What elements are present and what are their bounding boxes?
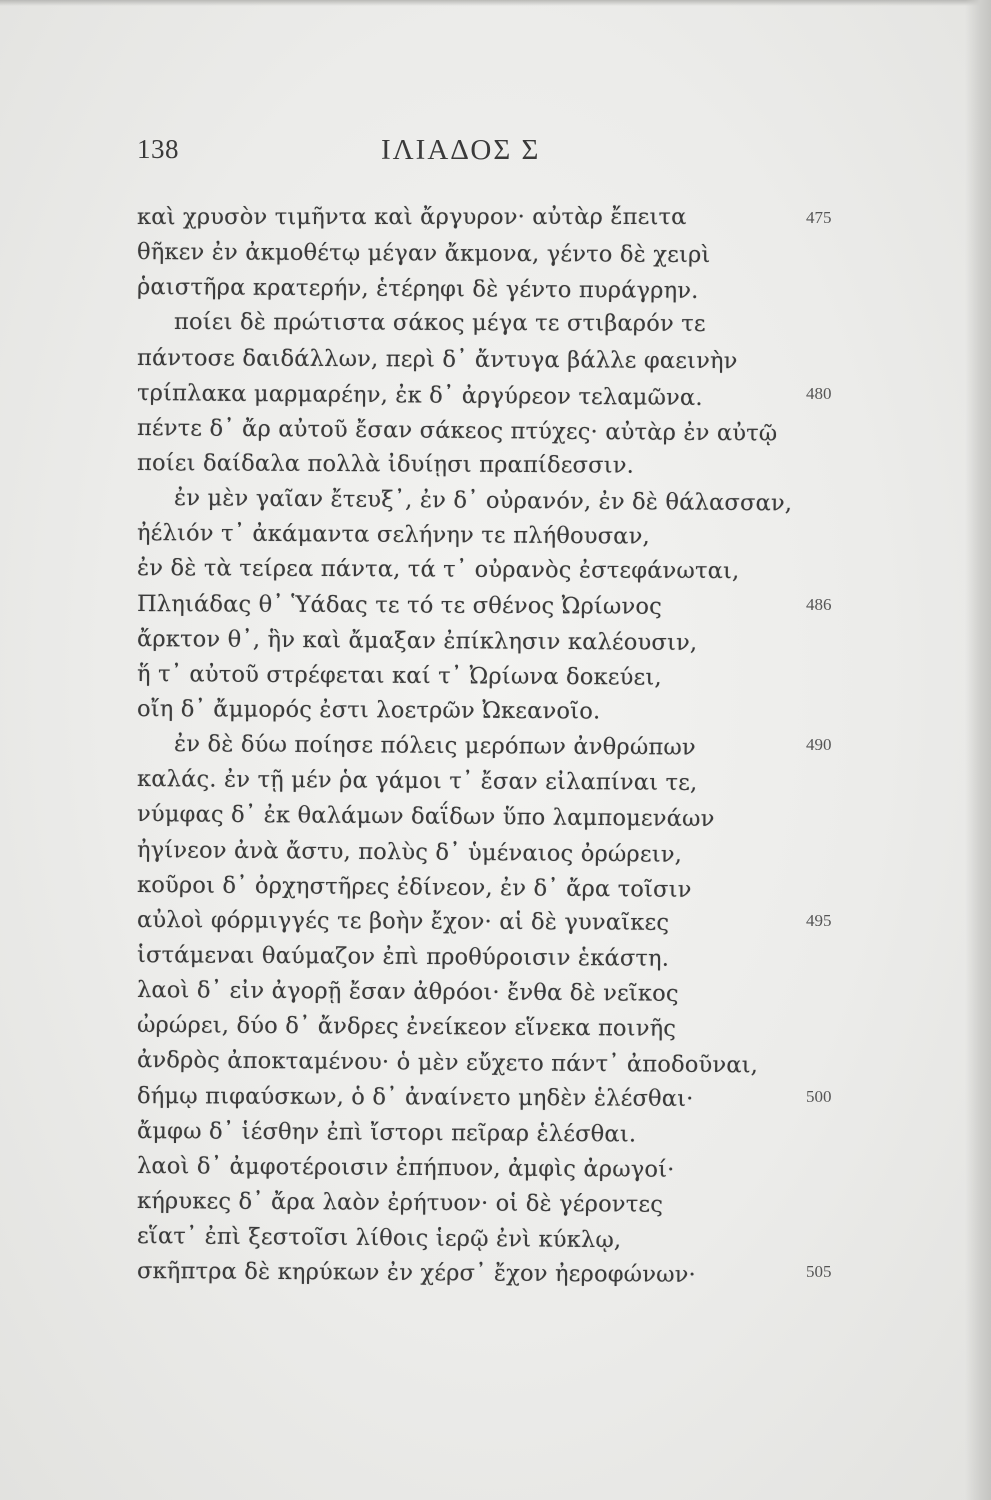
verse-text: ἠέλιόν τ᾽ ἀκάμαντα σελήνην τε πλήθουσαν, [136, 520, 650, 550]
verse-number: 475 [806, 208, 832, 227]
verse-text: κήρυκες δ᾽ ἄρα λαὸν ἐρήτυον· οἱ δὲ γέροντες [136, 1187, 664, 1218]
running-title: ΙΛΙΑΔΟΣ Σ [381, 134, 541, 166]
verse-text: ἱστάμεναι θαύμαζον ἐπὶ προθύροισιν ἑκάστη. [136, 941, 670, 972]
verse-text: κοῦροι δ᾽ ὀρχηστῆρες ἐδίνεον, ἐν δ᾽ ἄρα τοῖσιν [136, 871, 692, 903]
verse-text: ἐν δὲ δύω ποίησε πόλεις μερόπων ἀνθρώπων [173, 731, 696, 761]
verse-line [0, 1256, 991, 1291]
verse-line [0, 659, 991, 694]
page-header [0, 128, 991, 178]
verse-text: ἄμφω δ᾽ ἱέσθην ἐπὶ ἴστορι πεῖραρ ἑλέσθαι. [136, 1117, 637, 1148]
verse-text: θῆκεν ἐν ἀκμοθέτῳ μέγαν ἄκμονα, γέντο δὲ χειρὶ [136, 239, 711, 269]
verse-line [0, 272, 991, 307]
verse-text: ἐν μὲν γαῖαν ἔτευξ᾽, ἐν δ᾽ οὐρανόν, ἐν δὲ θάλασσαν, [173, 485, 793, 517]
verse-line [0, 202, 991, 237]
verse-line [0, 940, 991, 975]
verse-number: 490 [806, 735, 832, 755]
verse-text: ῥαιστῆρα κρατερήν, ἑτέρηφι δὲ γέντο πυράγρην. [136, 274, 699, 305]
verse-line [0, 799, 991, 834]
verse-text: πάντοσε δαιδάλλων, περὶ δ᾽ ἄντυγα βάλλε φαεινὴν [136, 344, 738, 374]
verse-text: σκῆπτρα δὲ κηρύκων ἐν χέρσ᾽ ἔχον ἠεροφώνων· [136, 1258, 696, 1289]
verse-text: ὠρώρει, δύο δ᾽ ἄνδρες ἐνείκεον εἵνεκα ποινῆς [136, 1012, 677, 1042]
verse-text: ποίει δαίδαλα πολλὰ ἰδυίῃσι πραπίδεσσιν. [136, 449, 635, 479]
verse-line [0, 448, 991, 483]
page-top-shadow [0, 0, 991, 6]
verse-text: ἐν δὲ τὰ τείρεα πάντα, τά τ᾽ οὐρανὸς ἐστεφάνωται, [136, 555, 740, 585]
verse-text: οἴη δ᾽ ἄμμορός ἐστι λοετρῶν Ὠκεανοῖο. [136, 695, 601, 725]
verse-line [0, 483, 991, 518]
verse-number: 500 [806, 1086, 832, 1106]
verse-text: ἠγίνεον ἀνὰ ἄστυ, πολὺς δ᾽ ὑμέναιος ὀρώρειν, [136, 836, 683, 868]
verse-number: 486 [806, 594, 832, 614]
page-number: 138 [137, 134, 179, 164]
verse-number: 480 [806, 383, 832, 403]
verse-line [0, 553, 991, 588]
verse-text: ἄρκτον θ᾽, ἣν καὶ ἄμαξαν ἐπίκλησιν καλέουσιν, [136, 625, 698, 656]
verse-line [0, 378, 991, 413]
verse-text: δήμῳ πιφαύσκων, ὁ δ᾽ ἀναίνετο μηδὲν ἑλέσθαι· [136, 1082, 694, 1112]
verse-number: 505 [806, 1262, 832, 1282]
verse-line [0, 905, 991, 940]
verse-line [0, 307, 991, 342]
verse-text: ἥ τ᾽ αὐτοῦ στρέφεται καί τ᾽ Ὠρίωνα δοκεύει, [136, 660, 662, 691]
verse-text: τρίπλακα μαρμαρέην, ἐκ δ᾽ ἀργύρεον τελαμῶνα. [136, 379, 703, 411]
verse-text: ἀνδρὸς ἀποκταμένου· ὁ μὲν εὔχετο πάντ᾽ ἀποδοῦναι, [136, 1047, 759, 1079]
verse-line [0, 413, 991, 448]
verse-line [0, 1221, 991, 1256]
verse-line [0, 518, 991, 553]
verse-line [0, 1151, 991, 1186]
verse-line [0, 729, 991, 764]
verse-line [0, 975, 991, 1010]
verse-text: Πληιάδας θ᾽ Ὑάδας τε τό τε σθένος Ὠρίωνος [136, 590, 662, 620]
verse-line [0, 870, 991, 905]
verse-line [0, 835, 991, 870]
verse-line [0, 1116, 991, 1151]
verse-line [0, 624, 991, 659]
verse-line [0, 343, 991, 378]
verse-line [0, 1045, 991, 1080]
verse-line [0, 589, 991, 624]
verse-text: λαοὶ δ᾽ ἀμφοτέροισιν ἐπήπυον, ἀμφὶς ἀρωγοί· [136, 1152, 675, 1183]
verse-text: πέντε δ᾽ ἄρ αὐτοῦ ἔσαν σάκεος πτύχες· αὐτὰρ ἐν αὐτῷ [136, 414, 778, 447]
verse-text: ποίει δὲ πρώτιστα σάκος μέγα τε στιβαρόν τε [173, 309, 706, 338]
verse-number: 495 [806, 910, 832, 930]
verse-line [0, 1186, 991, 1221]
verse-line [0, 694, 991, 729]
verse-text: καλάς. ἐν τῇ μέν ῥα γάμοι τ᾽ ἔσαν εἰλαπίναι τε, [136, 766, 698, 797]
verse-text: καὶ χρυσὸν τιμῆντα καὶ ἄργυρον· αὐτὰρ ἔπειτα [137, 204, 687, 230]
verse-line [0, 237, 991, 272]
verse-block [0, 202, 991, 1291]
verse-line [0, 764, 991, 799]
verse-line [0, 1081, 991, 1116]
verse-text: εἵατ᾽ ἐπὶ ξεστοῖσι λίθοις ἱερῷ ἐνὶ κύκλῳ, [136, 1223, 622, 1254]
verse-line [0, 1010, 991, 1045]
verse-text: αὐλοὶ φόρμιγγές τε βοὴν ἔχον· αἱ δὲ γυναῖκες [136, 906, 670, 936]
verse-text: λαοὶ δ᾽ εἰν ἀγορῇ ἔσαν ἀθρόοι· ἔνθα δὲ νεῖκος [136, 977, 679, 1007]
verse-text: νύμφας δ᾽ ἐκ θαλάμων δαΐδων ὕπο λαμπομενάων [136, 801, 715, 833]
